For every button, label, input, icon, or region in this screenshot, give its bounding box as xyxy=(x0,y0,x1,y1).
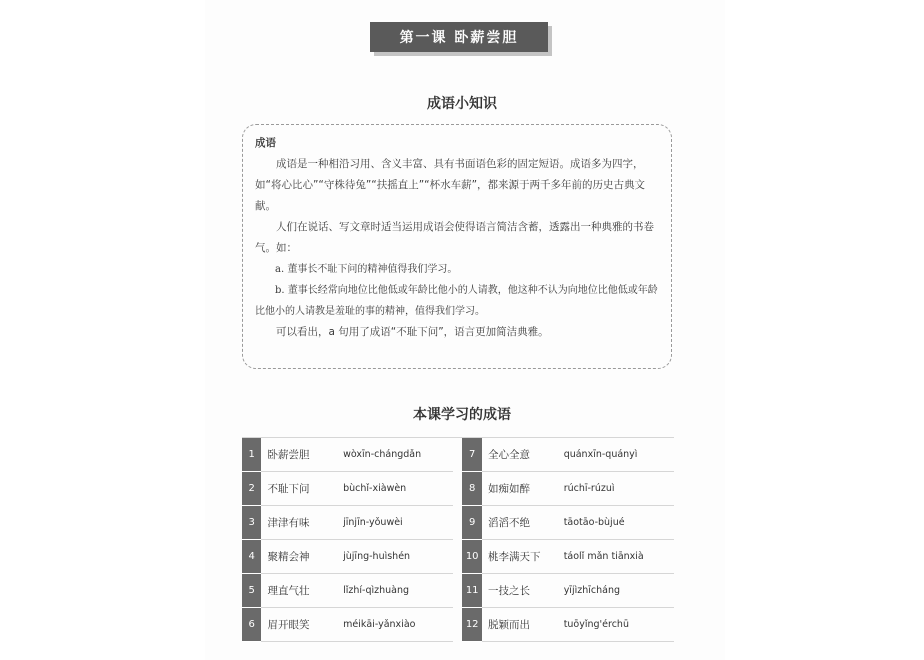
idiom-chinese: 聚精会神 xyxy=(261,540,339,574)
knowledge-heading: 成语 xyxy=(255,137,276,149)
column-gap xyxy=(453,574,463,608)
idiom-pinyin: yījìzhīcháng xyxy=(560,574,674,608)
idiom-number: 1 xyxy=(242,438,261,472)
idiom-pinyin: quánxīn-quányì xyxy=(560,438,674,472)
column-gap xyxy=(453,472,463,506)
table-row xyxy=(242,540,674,574)
knowledge-section-title: 成语小知识 xyxy=(427,96,497,112)
idiom-chinese: 滔滔不绝 xyxy=(482,506,560,540)
idiom-number: 11 xyxy=(462,574,482,608)
column-gap xyxy=(453,540,463,574)
idiom-table xyxy=(242,437,674,642)
idiom-number: 4 xyxy=(242,540,261,574)
idiom-chinese: 一技之长 xyxy=(482,574,560,608)
idiom-chinese: 不耻下问 xyxy=(261,472,339,506)
lesson-title-banner xyxy=(370,22,548,52)
example-sentence: a. 董事长不耻下问的精神值得我们学习。 xyxy=(275,264,458,275)
idiom-number: 2 xyxy=(242,472,261,506)
knowledge-paragraph: 人们在说话、写文章时适当运用成语会使得语言简洁含蓄，透露出一种典雅的书卷气。如： xyxy=(255,221,654,254)
idiom-number: 8 xyxy=(462,472,482,506)
idiom-pinyin: jīnjīn-yǒuwèi xyxy=(339,506,453,540)
idioms-section-title: 本课学习的成语 xyxy=(413,407,511,423)
idiom-pinyin: táolǐ mǎn tiānxià xyxy=(560,540,674,574)
idiom-pinyin: jùjīng-huìshén xyxy=(339,540,453,574)
table-row xyxy=(242,472,674,506)
column-gap xyxy=(453,506,463,540)
knowledge-conclusion: 可以看出，a 句用了成语“不耻下问”，语言更加简洁典雅。 xyxy=(276,326,549,338)
idiom-chinese: 脱颖而出 xyxy=(482,608,560,642)
idiom-number: 9 xyxy=(462,506,482,540)
idiom-chinese: 桃李满天下 xyxy=(482,540,560,574)
idiom-number: 5 xyxy=(242,574,261,608)
idiom-chinese: 津津有味 xyxy=(261,506,339,540)
idiom-pinyin: rúchī-rúzuì xyxy=(560,472,674,506)
idiom-chinese: 全心全意 xyxy=(482,438,560,472)
example-sentence: b. 董事长经常向地位比他低或年龄比他小的人请教，他这种不认为向地位比他低或年龄比他小的人请教是羞耻的事的精神，值得我们学习。 xyxy=(255,285,658,317)
idiom-chinese: 如痴如醉 xyxy=(482,472,560,506)
idiom-number: 10 xyxy=(462,540,482,574)
idiom-pinyin: tāotāo-bùjué xyxy=(560,506,674,540)
idiom-chinese: 理直气壮 xyxy=(261,574,339,608)
idiom-pinyin: tuōyǐng'érchū xyxy=(560,608,674,642)
idiom-number: 6 xyxy=(242,608,261,642)
knowledge-box xyxy=(242,124,672,369)
column-gap xyxy=(453,608,463,642)
knowledge-paragraph: 成语是一种相沿习用、含义丰富、具有书面语色彩的固定短语。成语多为四字，如“将心比心”“守株待兔”“扶摇直上”“杯水车薪”，都来源于两千多年前的历史古典文献。 xyxy=(255,158,646,212)
lesson-title: 第一课 卧薪尝胆 xyxy=(399,30,519,46)
table-row xyxy=(242,506,674,540)
column-gap xyxy=(453,438,463,472)
table-row xyxy=(242,574,674,608)
idiom-number: 3 xyxy=(242,506,261,540)
table-row xyxy=(242,438,674,472)
idiom-pinyin: bùchǐ-xiàwèn xyxy=(339,472,453,506)
idiom-chinese: 眉开眼笑 xyxy=(261,608,339,642)
idiom-number: 7 xyxy=(462,438,482,472)
idiom-pinyin: wòxīn-chángdǎn xyxy=(339,438,453,472)
idiom-pinyin: lǐzhí-qìzhuàng xyxy=(339,574,453,608)
idiom-number: 12 xyxy=(462,608,482,642)
table-row xyxy=(242,608,674,642)
idiom-chinese: 卧薪尝胆 xyxy=(261,438,339,472)
idiom-pinyin: méikāi-yǎnxiào xyxy=(339,608,453,642)
